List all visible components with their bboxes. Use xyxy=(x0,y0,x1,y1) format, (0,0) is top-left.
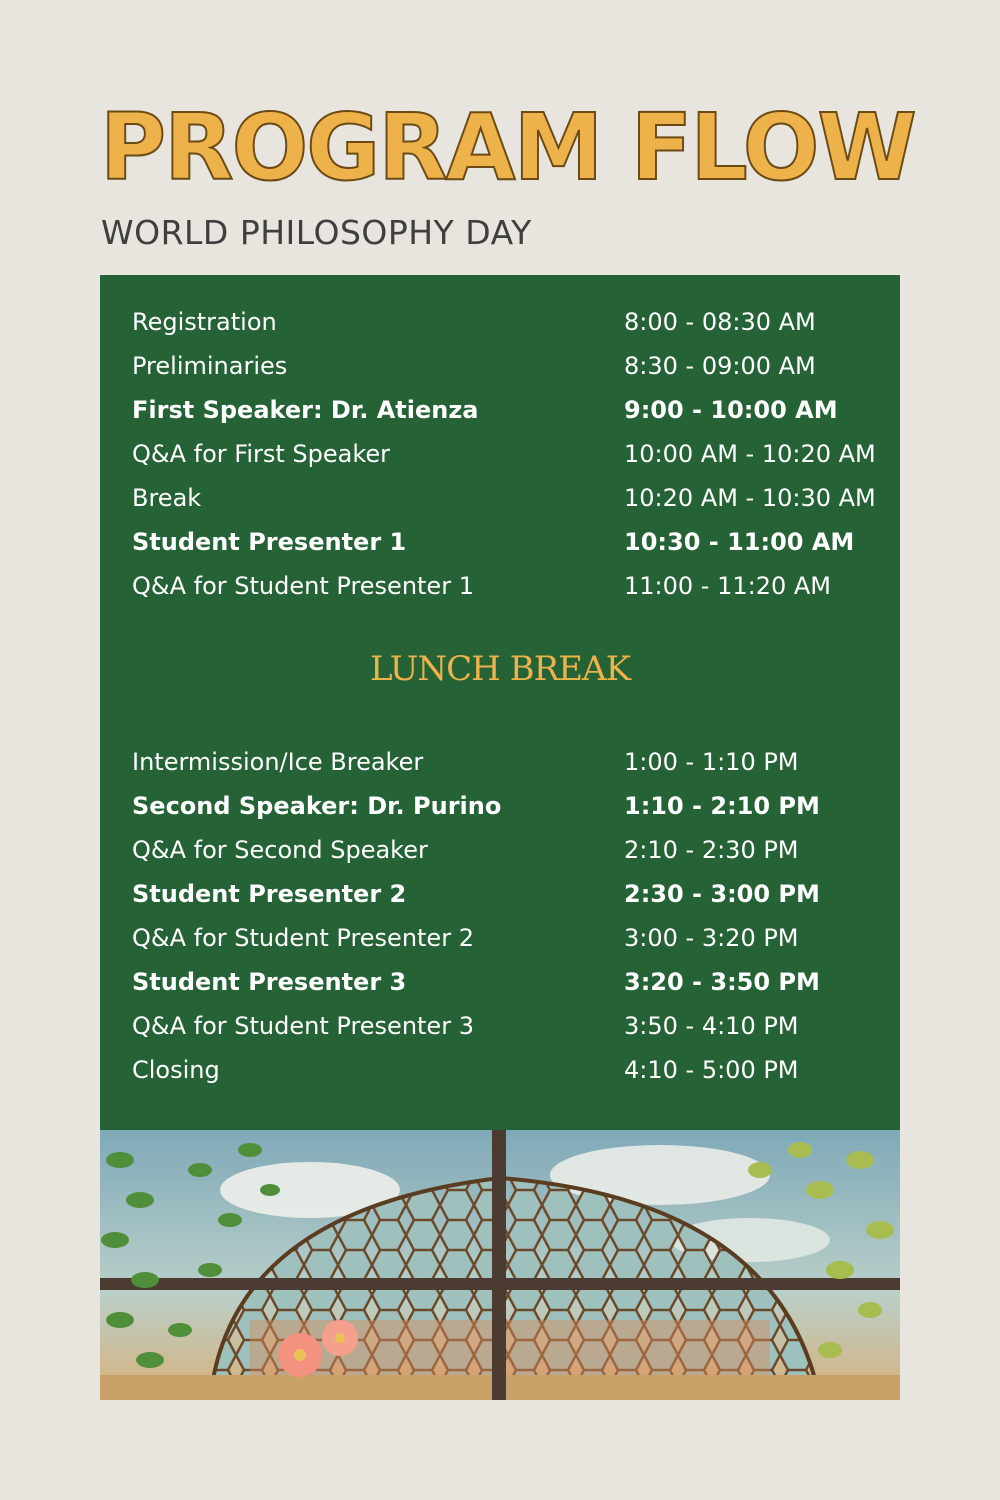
schedule-row xyxy=(100,1004,900,1048)
schedule-time: 1:10 - 2:10 PM xyxy=(624,792,820,820)
schedule-time: 8:00 - 08:30 AM xyxy=(624,308,816,336)
morning-schedule xyxy=(100,300,900,608)
schedule-row xyxy=(100,960,900,1004)
schedule-row xyxy=(100,916,900,960)
schedule-row xyxy=(100,740,900,784)
afternoon-schedule xyxy=(100,740,900,1092)
schedule-activity: Registration xyxy=(132,308,277,336)
schedule-panel xyxy=(100,275,900,1130)
schedule-time: 1:00 - 1:10 PM xyxy=(624,748,799,776)
schedule-activity: Student Presenter 1 xyxy=(132,528,407,556)
schedule-row xyxy=(100,784,900,828)
schedule-activity: Q&A for Student Presenter 2 xyxy=(132,924,474,952)
lunch-break-label: LUNCH BREAK xyxy=(370,649,630,689)
schedule-activity: Q&A for Student Presenter 1 xyxy=(132,572,474,600)
schedule-time: 2:30 - 3:00 PM xyxy=(624,880,820,908)
schedule-row xyxy=(100,872,900,916)
schedule-time: 10:00 AM - 10:20 AM xyxy=(624,440,876,468)
page-title: PROGRAM FLOW xyxy=(100,94,915,201)
schedule-time: 10:30 - 11:00 AM xyxy=(624,528,855,556)
schedule-row xyxy=(100,1048,900,1092)
schedule-row xyxy=(100,520,900,564)
schedule-activity: Break xyxy=(132,484,202,512)
schedule-row xyxy=(100,300,900,344)
schedule-row xyxy=(100,476,900,520)
schedule-time: 2:10 - 2:30 PM xyxy=(624,836,799,864)
schedule-time: 8:30 - 09:00 AM xyxy=(624,352,816,380)
schedule-activity: Second Speaker: Dr. Purino xyxy=(132,792,502,820)
schedule-time: 9:00 - 10:00 AM xyxy=(624,396,838,424)
schedule-activity: First Speaker: Dr. Atienza xyxy=(132,396,479,424)
schedule-time: 10:20 AM - 10:30 AM xyxy=(624,484,876,512)
schedule-row xyxy=(100,388,900,432)
schedule-activity: Q&A for Second Speaker xyxy=(132,836,428,864)
schedule-activity: Q&A for First Speaker xyxy=(132,440,391,468)
schedule-time: 11:00 - 11:20 AM xyxy=(624,572,831,600)
schedule-row xyxy=(100,432,900,476)
schedule-row xyxy=(100,564,900,608)
schedule-activity: Q&A for Student Presenter 3 xyxy=(132,1012,474,1040)
schedule-activity: Closing xyxy=(132,1056,220,1084)
schedule-activity: Intermission/Ice Breaker xyxy=(132,748,424,776)
schedule-time: 3:50 - 4:10 PM xyxy=(624,1012,799,1040)
greenhouse-dome-illustration xyxy=(100,1130,900,1400)
schedule-time: 4:10 - 5:00 PM xyxy=(624,1056,799,1084)
schedule-row xyxy=(100,828,900,872)
schedule-activity: Student Presenter 2 xyxy=(132,880,407,908)
schedule-time: 3:00 - 3:20 PM xyxy=(624,924,799,952)
schedule-row xyxy=(100,344,900,388)
page-subtitle: WORLD PHILOSOPHY DAY xyxy=(101,213,532,252)
schedule-time: 3:20 - 3:50 PM xyxy=(624,968,820,996)
schedule-activity: Student Presenter 3 xyxy=(132,968,407,996)
schedule-activity: Preliminaries xyxy=(132,352,288,380)
